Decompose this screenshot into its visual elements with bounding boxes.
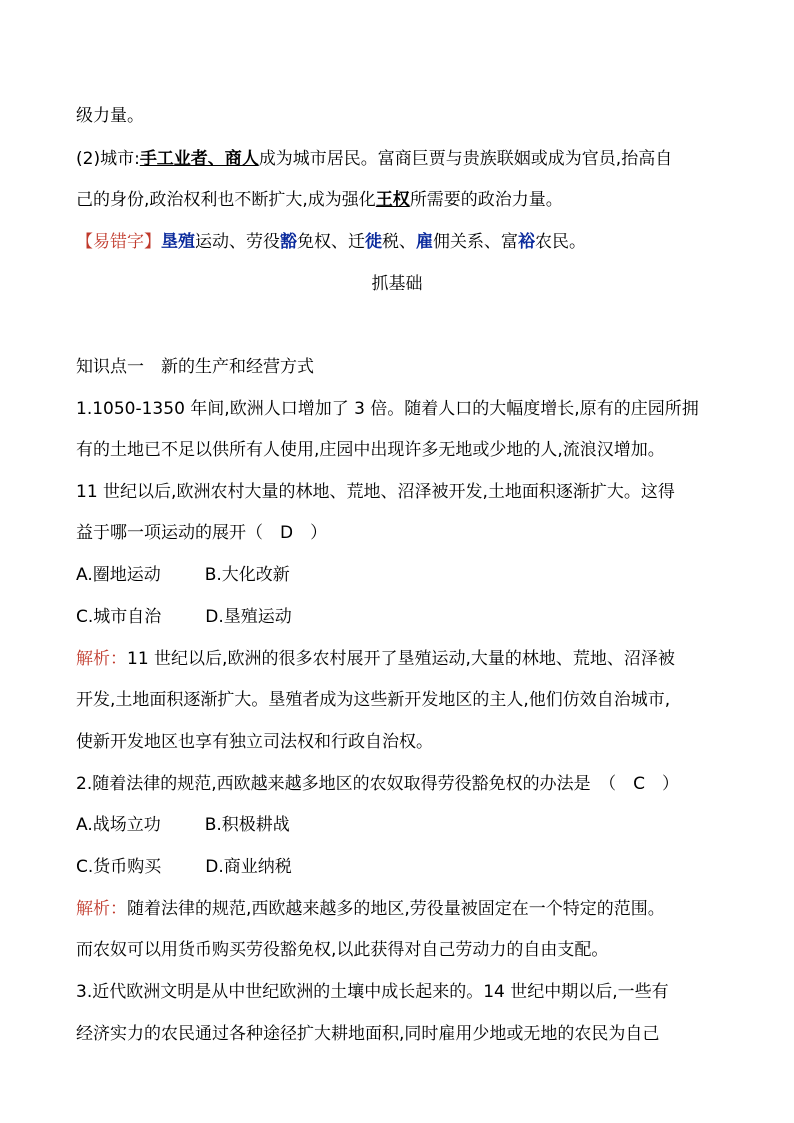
question-1-options-row [76,606,292,628]
typo-word: 雇 [416,232,433,252]
option-c[interactable]: C.货币购买 [76,857,162,877]
analysis-1-line [76,648,675,670]
question-2-line: 2.随着法律的规范,西欧越来越多地区的农奴取得劳役豁免权的办法是 （ C ） [76,774,679,794]
city-keyword-craftsmen: 手工业者、商人 [139,149,259,169]
question-1-options-row [76,564,290,586]
question-3-line: 3.近代欧洲文明是从中世纪欧洲的土壤中成长起来的。14 世纪中期以后,一些有 [76,982,669,1002]
city-line-1 [76,148,672,170]
option-b[interactable]: B.大化改新 [204,565,290,585]
section-title: 抓基础 [371,274,423,294]
analysis-1-line: 使新开发地区也享有独立司法权和行政自治权。 [76,732,433,752]
option-d[interactable]: D.商业纳税 [205,857,292,877]
analysis-text: 随着法律的规范,西欧越来越多的地区,劳役量被固定在一个特定的范围。 [127,899,665,919]
question-2-options-row [76,814,290,836]
question-1-line: 11 世纪以后,欧洲农村大量的林地、荒地、沼泽被开发,土地面积逐渐扩大。这得 [76,482,675,502]
option-b[interactable]: B.积极耕战 [204,815,290,835]
question-2-options-row [76,856,292,878]
question-1-line: 1.1050-1350 年间,欧洲人口增加了 3 倍。随着人口的大幅度增长,原有的庄园所拥 [76,399,699,419]
analysis-text: 11 世纪以后,欧洲的很多农村展开了垦殖运动,大量的林地、荒地、沼泽被 [127,649,675,669]
typo-line [76,231,586,253]
question-3-line: 经济实力的农民通过各种途径扩大耕地面积,同时雇用少地或无地的农民为自己 [76,1024,660,1044]
analysis-2-line: 而农奴可以用货币购买劳役豁免权,以此获得对自己劳动力的自由支配。 [76,940,609,960]
analysis-label: 解析： [76,899,127,919]
typo-word: 裕 [518,232,535,252]
typo-text: 农民。 [535,232,586,252]
city-text-2a: 己的身份,政治权利也不断扩大,成为强化 [76,190,376,210]
city-keyword-kingship: 王权 [375,190,410,210]
option-a[interactable]: A.圈地运动 [76,565,161,585]
city-prefix: (2)城市: [76,149,140,169]
typo-word: 豁 [280,232,297,252]
intro-line: 级力量。 [76,106,144,126]
analysis-label: 解析： [76,649,127,669]
typo-tag: 【易错字】 [76,232,161,252]
question-1-line: 有的土地已不足以供所有人使用,庄园中出现许多无地或少地的人,流浪汉增加。 [76,440,665,460]
option-d[interactable]: D.垦殖运动 [205,607,292,627]
question-1-line: 益于哪一项运动的展开（ D ） [76,523,328,543]
option-a[interactable]: A.战场立功 [76,815,161,835]
analysis-2-line [76,898,665,920]
knowledge-point-heading: 知识点一 新的生产和经营方式 [76,357,314,377]
typo-text: 佣关系、富 [433,232,518,252]
typo-text: 税、 [382,232,416,252]
typo-word: 徙 [365,232,382,252]
analysis-1-line: 开发,土地面积逐渐扩大。垦殖者成为这些新开发地区的主人,他们仿效自治城市, [76,690,671,710]
city-line-2 [76,189,563,211]
city-text: 成为城市居民。富商巨贾与贵族联姻或成为官员,抬高自 [258,149,673,169]
typo-word: 垦殖 [161,232,195,252]
typo-text: 运动、劳役 [195,232,280,252]
typo-text: 免权、迁 [297,232,365,252]
city-text-2b: 所需要的政治力量。 [409,190,563,210]
option-c[interactable]: C.城市自治 [76,607,162,627]
